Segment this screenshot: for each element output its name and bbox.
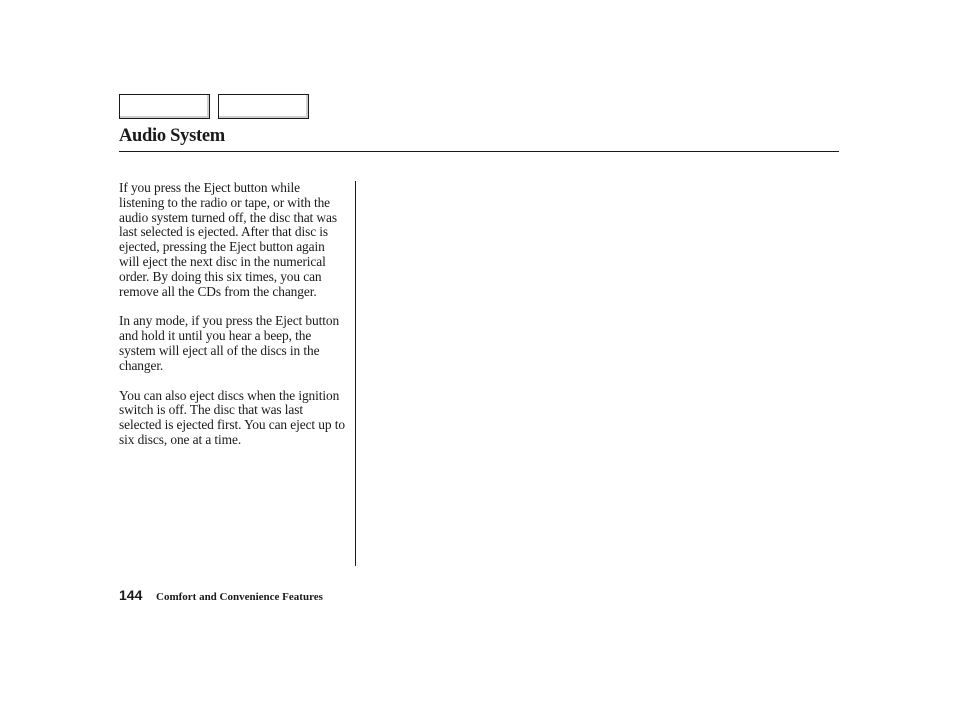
paragraph-ignition-off: You can also eject discs when the ignition switch is off. The disc that was last selected is ejected first. You can eject up to six discs, one at a time. — [119, 387, 345, 447]
page-title: Audio System — [119, 126, 225, 146]
body-text-column — [119, 181, 345, 463]
column-divider — [355, 181, 356, 566]
section-footer: Comfort and Convenience Features — [156, 591, 323, 603]
nav-tab-box-2[interactable] — [218, 94, 309, 119]
page-number: 144 — [119, 587, 143, 603]
title-divider — [119, 151, 839, 152]
paragraph-eject-single: If you press the Eject button while listening to the radio or tape, or with the audio system turned off, the disc that was last selected is ejected. After that disc is ejected, pressing the Eject button again will eject the next disc in the numerical order. By doing this six times, you can remove all the CDs from the changer. — [119, 180, 337, 299]
nav-tab-box-1[interactable] — [119, 94, 210, 119]
paragraph-eject-all: In any mode, if you press the Eject button and hold it until you hear a beep, the system will eject all of the discs in the changer. — [119, 313, 340, 373]
